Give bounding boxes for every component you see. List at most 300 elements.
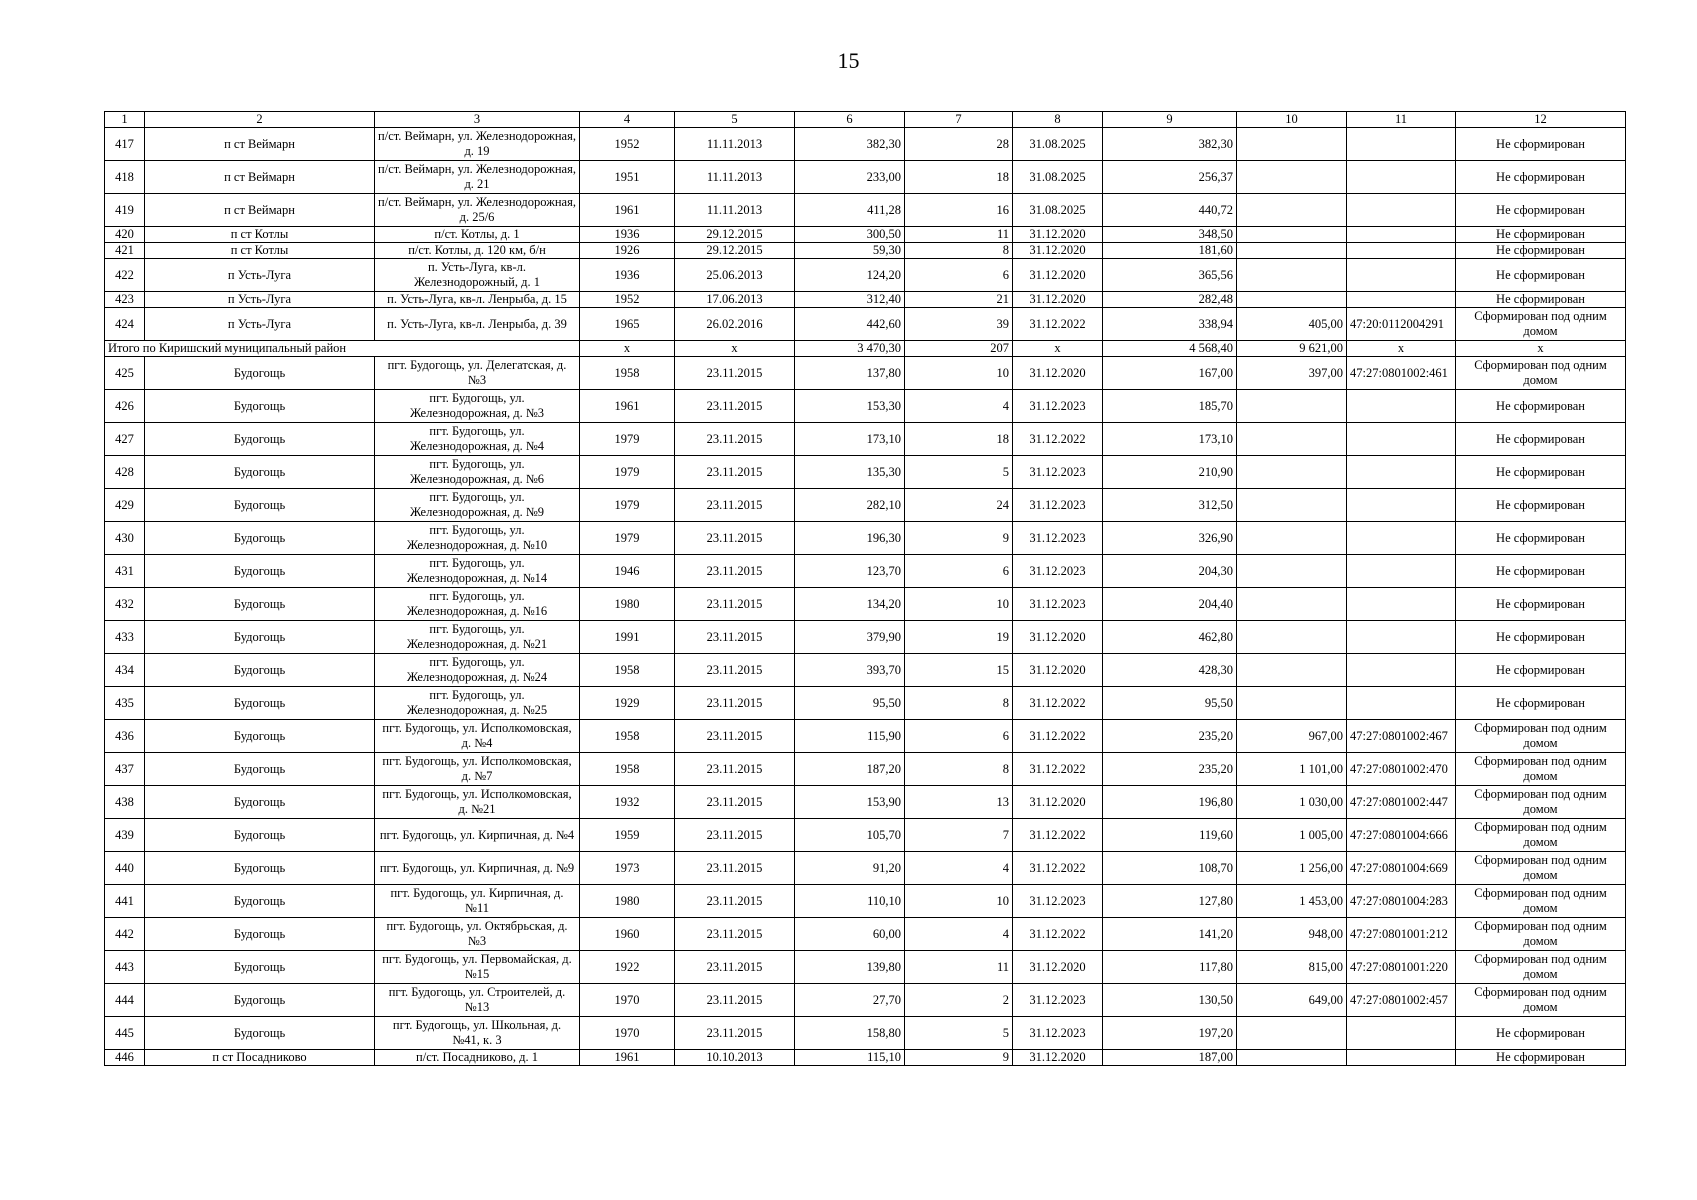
address-cell: пгт. Будогощь, ул. Октябрьская, д. №3 xyxy=(375,918,580,951)
row-number-cell: 437 xyxy=(105,753,145,786)
status-cell: Не сформирован xyxy=(1456,390,1626,423)
year-built-cell: 1970 xyxy=(580,1017,675,1050)
settlement-cell: Будогощь xyxy=(145,357,375,390)
date-cell: 23.11.2015 xyxy=(675,489,795,522)
row-number-cell: 440 xyxy=(105,852,145,885)
year-built-cell: 1973 xyxy=(580,852,675,885)
address-cell: пгт. Будогощь, ул. Железнодорожная, д. №10 xyxy=(375,522,580,555)
table-row xyxy=(105,194,1626,227)
area-cell: 153,30 xyxy=(795,390,905,423)
date-cell: 23.11.2015 xyxy=(675,687,795,720)
table-row xyxy=(105,555,1626,588)
residents-cell: 6 xyxy=(905,555,1013,588)
status-cell: Не сформирован xyxy=(1456,1050,1626,1066)
area-2-cell: 196,80 xyxy=(1103,786,1237,819)
value-cell xyxy=(1237,1017,1347,1050)
area-cell: 123,70 xyxy=(795,555,905,588)
date-cell: 23.11.2015 xyxy=(675,654,795,687)
row-number-cell: 427 xyxy=(105,423,145,456)
value-cell: 1 453,00 xyxy=(1237,885,1347,918)
area-cell: 95,50 xyxy=(795,687,905,720)
year-built-cell: 1991 xyxy=(580,621,675,654)
status-cell: Не сформирован xyxy=(1456,522,1626,555)
address-cell: пгт. Будогощь, ул. Железнодорожная, д. №16 xyxy=(375,588,580,621)
date-cell: 23.11.2015 xyxy=(675,588,795,621)
address-cell: пгт. Будогощь, ул. Исполкомовская, д. №21 xyxy=(375,786,580,819)
deadline-cell: 31.12.2023 xyxy=(1013,1017,1103,1050)
cadastral-number-cell xyxy=(1347,687,1456,720)
value-cell xyxy=(1237,128,1347,161)
address-cell: пгт. Будогощь, ул. Железнодорожная, д. №21 xyxy=(375,621,580,654)
address-cell: пгт. Будогощь, ул. Кирпичная, д. №9 xyxy=(375,852,580,885)
total-area: 3 470,30 xyxy=(795,341,905,357)
deadline-cell: 31.12.2023 xyxy=(1013,456,1103,489)
row-number-cell: 425 xyxy=(105,357,145,390)
status-cell: Не сформирован xyxy=(1456,1017,1626,1050)
column-header: 3 xyxy=(375,112,580,128)
table-row xyxy=(105,885,1626,918)
address-cell: п/ст. Веймарн, ул. Железнодорожная, д. 19 xyxy=(375,128,580,161)
area-2-cell: 256,37 xyxy=(1103,161,1237,194)
column-header: 7 xyxy=(905,112,1013,128)
cadastral-number-cell xyxy=(1347,1017,1456,1050)
date-cell: 23.11.2015 xyxy=(675,720,795,753)
status-cell: Не сформирован xyxy=(1456,161,1626,194)
deadline-cell: 31.08.2025 xyxy=(1013,128,1103,161)
address-cell: п/ст. Котлы, д. 1 xyxy=(375,227,580,243)
value-cell xyxy=(1237,292,1347,308)
cadastral-number-cell xyxy=(1347,390,1456,423)
total-area-2: 4 568,40 xyxy=(1103,341,1237,357)
address-cell: пгт. Будогощь, ул. Кирпичная, д. №4 xyxy=(375,819,580,852)
table-row xyxy=(105,357,1626,390)
status-cell: Не сформирован xyxy=(1456,555,1626,588)
column-header: 12 xyxy=(1456,112,1626,128)
date-cell: 26.02.2016 xyxy=(675,308,795,341)
status-cell: Не сформирован xyxy=(1456,489,1626,522)
area-2-cell: 173,10 xyxy=(1103,423,1237,456)
table-row xyxy=(105,984,1626,1017)
year-built-cell: 1970 xyxy=(580,984,675,1017)
date-cell: 25.06.2013 xyxy=(675,259,795,292)
value-cell xyxy=(1237,161,1347,194)
row-number-cell: 421 xyxy=(105,243,145,259)
deadline-cell: 31.12.2023 xyxy=(1013,588,1103,621)
row-number-cell: 422 xyxy=(105,259,145,292)
area-2-cell: 108,70 xyxy=(1103,852,1237,885)
area-cell: 312,40 xyxy=(795,292,905,308)
deadline-cell: 31.12.2023 xyxy=(1013,489,1103,522)
date-cell: 17.06.2013 xyxy=(675,292,795,308)
total-year-built: x xyxy=(580,341,675,357)
residents-cell: 16 xyxy=(905,194,1013,227)
date-cell: 23.11.2015 xyxy=(675,786,795,819)
address-cell: п. Усть-Луга, кв-л. Железнодорожный, д. 1 xyxy=(375,259,580,292)
cadastral-number-cell xyxy=(1347,654,1456,687)
status-cell: Сформирован под одним домом xyxy=(1456,720,1626,753)
area-2-cell: 141,20 xyxy=(1103,918,1237,951)
date-cell: 23.11.2015 xyxy=(675,819,795,852)
area-cell: 442,60 xyxy=(795,308,905,341)
date-cell: 23.11.2015 xyxy=(675,357,795,390)
deadline-cell: 31.08.2025 xyxy=(1013,161,1103,194)
area-cell: 158,80 xyxy=(795,1017,905,1050)
table-row xyxy=(105,786,1626,819)
area-cell: 300,50 xyxy=(795,227,905,243)
row-number-cell: 418 xyxy=(105,161,145,194)
cadastral-number-cell: 47:27:0801002:470 xyxy=(1347,753,1456,786)
total-date: x xyxy=(675,341,795,357)
cadastral-number-cell: 47:27:0801002:461 xyxy=(1347,357,1456,390)
status-cell: Сформирован под одним домом xyxy=(1456,786,1626,819)
area-2-cell: 204,40 xyxy=(1103,588,1237,621)
status-cell: Не сформирован xyxy=(1456,128,1626,161)
row-number-cell: 420 xyxy=(105,227,145,243)
area-2-cell: 365,56 xyxy=(1103,259,1237,292)
row-number-cell: 441 xyxy=(105,885,145,918)
settlement-cell: Будогощь xyxy=(145,588,375,621)
area-cell: 379,90 xyxy=(795,621,905,654)
date-cell: 11.11.2013 xyxy=(675,161,795,194)
cadastral-number-cell: 47:27:0801001:220 xyxy=(1347,951,1456,984)
year-built-cell: 1929 xyxy=(580,687,675,720)
area-cell: 282,10 xyxy=(795,489,905,522)
row-number-cell: 424 xyxy=(105,308,145,341)
value-cell: 405,00 xyxy=(1237,308,1347,341)
date-cell: 23.11.2015 xyxy=(675,390,795,423)
cadastral-number-cell: 47:27:0801004:669 xyxy=(1347,852,1456,885)
row-number-cell: 430 xyxy=(105,522,145,555)
cadastral-number-cell xyxy=(1347,128,1456,161)
year-built-cell: 1979 xyxy=(580,423,675,456)
date-cell: 23.11.2015 xyxy=(675,951,795,984)
address-cell: пгт. Будогощь, ул. Кирпичная, д. №11 xyxy=(375,885,580,918)
value-cell: 948,00 xyxy=(1237,918,1347,951)
value-cell: 967,00 xyxy=(1237,720,1347,753)
date-cell: 23.11.2015 xyxy=(675,621,795,654)
residents-cell: 4 xyxy=(905,852,1013,885)
settlement-cell: Будогощь xyxy=(145,951,375,984)
cadastral-number-cell xyxy=(1347,1050,1456,1066)
year-built-cell: 1961 xyxy=(580,390,675,423)
settlement-cell: Будогощь xyxy=(145,390,375,423)
area-2-cell: 95,50 xyxy=(1103,687,1237,720)
area-cell: 137,80 xyxy=(795,357,905,390)
area-2-cell: 235,20 xyxy=(1103,753,1237,786)
deadline-cell: 31.12.2022 xyxy=(1013,687,1103,720)
area-cell: 187,20 xyxy=(795,753,905,786)
settlement-cell: Будогощь xyxy=(145,654,375,687)
column-header: 5 xyxy=(675,112,795,128)
address-cell: п/ст. Веймарн, ул. Железнодорожная, д. 25/6 xyxy=(375,194,580,227)
table-row xyxy=(105,852,1626,885)
table-row xyxy=(105,918,1626,951)
deadline-cell: 31.12.2023 xyxy=(1013,885,1103,918)
status-cell: Сформирован под одним домом xyxy=(1456,308,1626,341)
column-header: 2 xyxy=(145,112,375,128)
area-2-cell: 197,20 xyxy=(1103,1017,1237,1050)
date-cell: 11.11.2013 xyxy=(675,194,795,227)
deadline-cell: 31.12.2020 xyxy=(1013,357,1103,390)
area-2-cell: 348,50 xyxy=(1103,227,1237,243)
table-row xyxy=(105,308,1626,341)
cadastral-number-cell xyxy=(1347,456,1456,489)
table-row xyxy=(105,292,1626,308)
address-cell: пгт. Будогощь, ул. Исполкомовская, д. №4 xyxy=(375,720,580,753)
value-cell: 1 256,00 xyxy=(1237,852,1347,885)
cadastral-number-cell: 47:27:0801004:666 xyxy=(1347,819,1456,852)
cadastral-number-cell xyxy=(1347,555,1456,588)
residents-cell: 10 xyxy=(905,885,1013,918)
table-row xyxy=(105,951,1626,984)
table-row xyxy=(105,456,1626,489)
date-cell: 23.11.2015 xyxy=(675,1017,795,1050)
total-cadastral-number: x xyxy=(1347,341,1456,357)
table-row xyxy=(105,522,1626,555)
row-number-cell: 432 xyxy=(105,588,145,621)
cadastral-number-cell xyxy=(1347,522,1456,555)
total-residents: 207 xyxy=(905,341,1013,357)
year-built-cell: 1951 xyxy=(580,161,675,194)
area-cell: 382,30 xyxy=(795,128,905,161)
year-built-cell: 1958 xyxy=(580,720,675,753)
date-cell: 29.12.2015 xyxy=(675,243,795,259)
residents-cell: 24 xyxy=(905,489,1013,522)
column-header: 4 xyxy=(580,112,675,128)
settlement-cell: п Усть-Луга xyxy=(145,292,375,308)
year-built-cell: 1979 xyxy=(580,456,675,489)
area-cell: 196,30 xyxy=(795,522,905,555)
page-number: 15 xyxy=(837,48,860,73)
year-built-cell: 1952 xyxy=(580,292,675,308)
status-cell: Сформирован под одним домом xyxy=(1456,951,1626,984)
area-cell: 110,10 xyxy=(795,885,905,918)
column-header: 9 xyxy=(1103,112,1237,128)
row-number-cell: 444 xyxy=(105,984,145,1017)
deadline-cell: 31.12.2020 xyxy=(1013,786,1103,819)
status-cell: Не сформирован xyxy=(1456,654,1626,687)
residents-cell: 8 xyxy=(905,243,1013,259)
settlement-cell: п Усть-Луга xyxy=(145,259,375,292)
year-built-cell: 1959 xyxy=(580,819,675,852)
area-2-cell: 204,30 xyxy=(1103,555,1237,588)
cadastral-number-cell xyxy=(1347,161,1456,194)
value-cell xyxy=(1237,654,1347,687)
area-2-cell: 181,60 xyxy=(1103,243,1237,259)
area-cell: 60,00 xyxy=(795,918,905,951)
row-number-cell: 428 xyxy=(105,456,145,489)
status-cell: Сформирован под одним домом xyxy=(1456,753,1626,786)
settlement-cell: Будогощь xyxy=(145,819,375,852)
year-built-cell: 1980 xyxy=(580,588,675,621)
area-2-cell: 119,60 xyxy=(1103,819,1237,852)
status-cell: Не сформирован xyxy=(1456,243,1626,259)
row-number-cell: 431 xyxy=(105,555,145,588)
deadline-cell: 31.12.2022 xyxy=(1013,918,1103,951)
area-cell: 393,70 xyxy=(795,654,905,687)
row-number-cell: 443 xyxy=(105,951,145,984)
date-cell: 23.11.2015 xyxy=(675,456,795,489)
address-cell: пгт. Будогощь, ул. Железнодорожная, д. №14 xyxy=(375,555,580,588)
settlement-cell: Будогощь xyxy=(145,1017,375,1050)
area-2-cell: 282,48 xyxy=(1103,292,1237,308)
cadastral-number-cell xyxy=(1347,621,1456,654)
table-row xyxy=(105,259,1626,292)
residents-cell: 10 xyxy=(905,588,1013,621)
area-2-cell: 382,30 xyxy=(1103,128,1237,161)
value-cell xyxy=(1237,555,1347,588)
row-number-cell: 423 xyxy=(105,292,145,308)
residents-cell: 11 xyxy=(905,951,1013,984)
area-2-cell: 428,30 xyxy=(1103,654,1237,687)
residents-cell: 18 xyxy=(905,423,1013,456)
year-built-cell: 1946 xyxy=(580,555,675,588)
status-cell: Сформирован под одним домом xyxy=(1456,357,1626,390)
table-row xyxy=(105,161,1626,194)
deadline-cell: 31.12.2020 xyxy=(1013,654,1103,687)
status-cell: Сформирован под одним домом xyxy=(1456,852,1626,885)
date-cell: 29.12.2015 xyxy=(675,227,795,243)
deadline-cell: 31.12.2022 xyxy=(1013,423,1103,456)
deadline-cell: 31.12.2023 xyxy=(1013,555,1103,588)
residents-cell: 9 xyxy=(905,522,1013,555)
address-cell: пгт. Будогощь, ул. Строителей, д. №13 xyxy=(375,984,580,1017)
table-row xyxy=(105,1017,1626,1050)
table-row xyxy=(105,819,1626,852)
status-cell: Не сформирован xyxy=(1456,423,1626,456)
residents-cell: 19 xyxy=(905,621,1013,654)
value-cell: 1 005,00 xyxy=(1237,819,1347,852)
date-cell: 23.11.2015 xyxy=(675,918,795,951)
deadline-cell: 31.12.2023 xyxy=(1013,390,1103,423)
value-cell xyxy=(1237,243,1347,259)
settlement-cell: Будогощь xyxy=(145,885,375,918)
value-cell xyxy=(1237,194,1347,227)
residents-cell: 39 xyxy=(905,308,1013,341)
total-value: 9 621,00 xyxy=(1237,341,1347,357)
residents-cell: 6 xyxy=(905,259,1013,292)
area-cell: 115,90 xyxy=(795,720,905,753)
settlement-cell: Будогощь xyxy=(145,852,375,885)
address-cell: пгт. Будогощь, ул. Железнодорожная, д. №6 xyxy=(375,456,580,489)
row-number-cell: 436 xyxy=(105,720,145,753)
year-built-cell: 1936 xyxy=(580,227,675,243)
area-cell: 59,30 xyxy=(795,243,905,259)
year-built-cell: 1979 xyxy=(580,489,675,522)
residents-cell: 13 xyxy=(905,786,1013,819)
value-cell xyxy=(1237,621,1347,654)
table-row xyxy=(105,489,1626,522)
status-cell: Не сформирован xyxy=(1456,456,1626,489)
address-cell: п. Усть-Луга, кв-л. Ленрыба, д. 39 xyxy=(375,308,580,341)
row-number-cell: 442 xyxy=(105,918,145,951)
row-number-cell: 445 xyxy=(105,1017,145,1050)
deadline-cell: 31.12.2022 xyxy=(1013,753,1103,786)
area-cell: 134,20 xyxy=(795,588,905,621)
address-cell: пгт. Будогощь, ул. Первомайская, д. №15 xyxy=(375,951,580,984)
deadline-cell: 31.12.2020 xyxy=(1013,243,1103,259)
total-deadline: x xyxy=(1013,341,1103,357)
row-number-cell: 439 xyxy=(105,819,145,852)
deadline-cell: 31.12.2020 xyxy=(1013,951,1103,984)
area-2-cell: 440,72 xyxy=(1103,194,1237,227)
cadastral-number-cell: 47:27:0801004:283 xyxy=(1347,885,1456,918)
residents-cell: 2 xyxy=(905,984,1013,1017)
cadastral-number-cell xyxy=(1347,194,1456,227)
value-cell xyxy=(1237,259,1347,292)
value-cell xyxy=(1237,687,1347,720)
settlement-cell: Будогощь xyxy=(145,786,375,819)
deadline-cell: 31.12.2022 xyxy=(1013,720,1103,753)
area-2-cell: 185,70 xyxy=(1103,390,1237,423)
address-cell: пгт. Будогощь, ул. Железнодорожная, д. №24 xyxy=(375,654,580,687)
residents-cell: 5 xyxy=(905,1017,1013,1050)
date-cell: 23.11.2015 xyxy=(675,423,795,456)
year-built-cell: 1958 xyxy=(580,753,675,786)
residents-cell: 28 xyxy=(905,128,1013,161)
row-number-cell: 434 xyxy=(105,654,145,687)
housing-register-table xyxy=(104,111,1626,1066)
status-cell: Сформирован под одним домом xyxy=(1456,918,1626,951)
address-cell: пгт. Будогощь, ул. Исполкомовская, д. №7 xyxy=(375,753,580,786)
status-cell: Не сформирован xyxy=(1456,194,1626,227)
row-number-cell: 446 xyxy=(105,1050,145,1066)
year-built-cell: 1936 xyxy=(580,259,675,292)
total-row xyxy=(105,341,1626,357)
settlement-cell: п ст Веймарн xyxy=(145,128,375,161)
address-cell: п/ст. Котлы, д. 120 км, б/н xyxy=(375,243,580,259)
row-number-cell: 438 xyxy=(105,786,145,819)
table-row xyxy=(105,621,1626,654)
settlement-cell: п ст Котлы xyxy=(145,227,375,243)
area-2-cell: 338,94 xyxy=(1103,308,1237,341)
year-built-cell: 1926 xyxy=(580,243,675,259)
value-cell xyxy=(1237,227,1347,243)
date-cell: 23.11.2015 xyxy=(675,555,795,588)
table-row xyxy=(105,588,1626,621)
residents-cell: 8 xyxy=(905,753,1013,786)
deadline-cell: 31.12.2020 xyxy=(1013,227,1103,243)
value-cell xyxy=(1237,1050,1347,1066)
total-status: x xyxy=(1456,341,1626,357)
deadline-cell: 31.12.2020 xyxy=(1013,292,1103,308)
table-row xyxy=(105,1050,1626,1066)
row-number-cell: 426 xyxy=(105,390,145,423)
settlement-cell: п ст Котлы xyxy=(145,243,375,259)
residents-cell: 9 xyxy=(905,1050,1013,1066)
address-cell: п/ст. Посадниково, д. 1 xyxy=(375,1050,580,1066)
column-header: 10 xyxy=(1237,112,1347,128)
residents-cell: 11 xyxy=(905,227,1013,243)
area-2-cell: 130,50 xyxy=(1103,984,1237,1017)
address-cell: пгт. Будогощь, ул. Школьная, д. №41, к. 3 xyxy=(375,1017,580,1050)
date-cell: 23.11.2015 xyxy=(675,984,795,1017)
date-cell: 10.10.2013 xyxy=(675,1050,795,1066)
area-2-cell: 167,00 xyxy=(1103,357,1237,390)
settlement-cell: Будогощь xyxy=(145,984,375,1017)
status-cell: Сформирован под одним домом xyxy=(1456,819,1626,852)
column-header: 1 xyxy=(105,112,145,128)
date-cell: 23.11.2015 xyxy=(675,885,795,918)
area-cell: 139,80 xyxy=(795,951,905,984)
settlement-cell: Будогощь xyxy=(145,555,375,588)
table-body xyxy=(105,112,1626,1066)
status-cell: Не сформирован xyxy=(1456,687,1626,720)
area-cell: 91,20 xyxy=(795,852,905,885)
row-number-cell: 417 xyxy=(105,128,145,161)
year-built-cell: 1952 xyxy=(580,128,675,161)
deadline-cell: 31.08.2025 xyxy=(1013,194,1103,227)
